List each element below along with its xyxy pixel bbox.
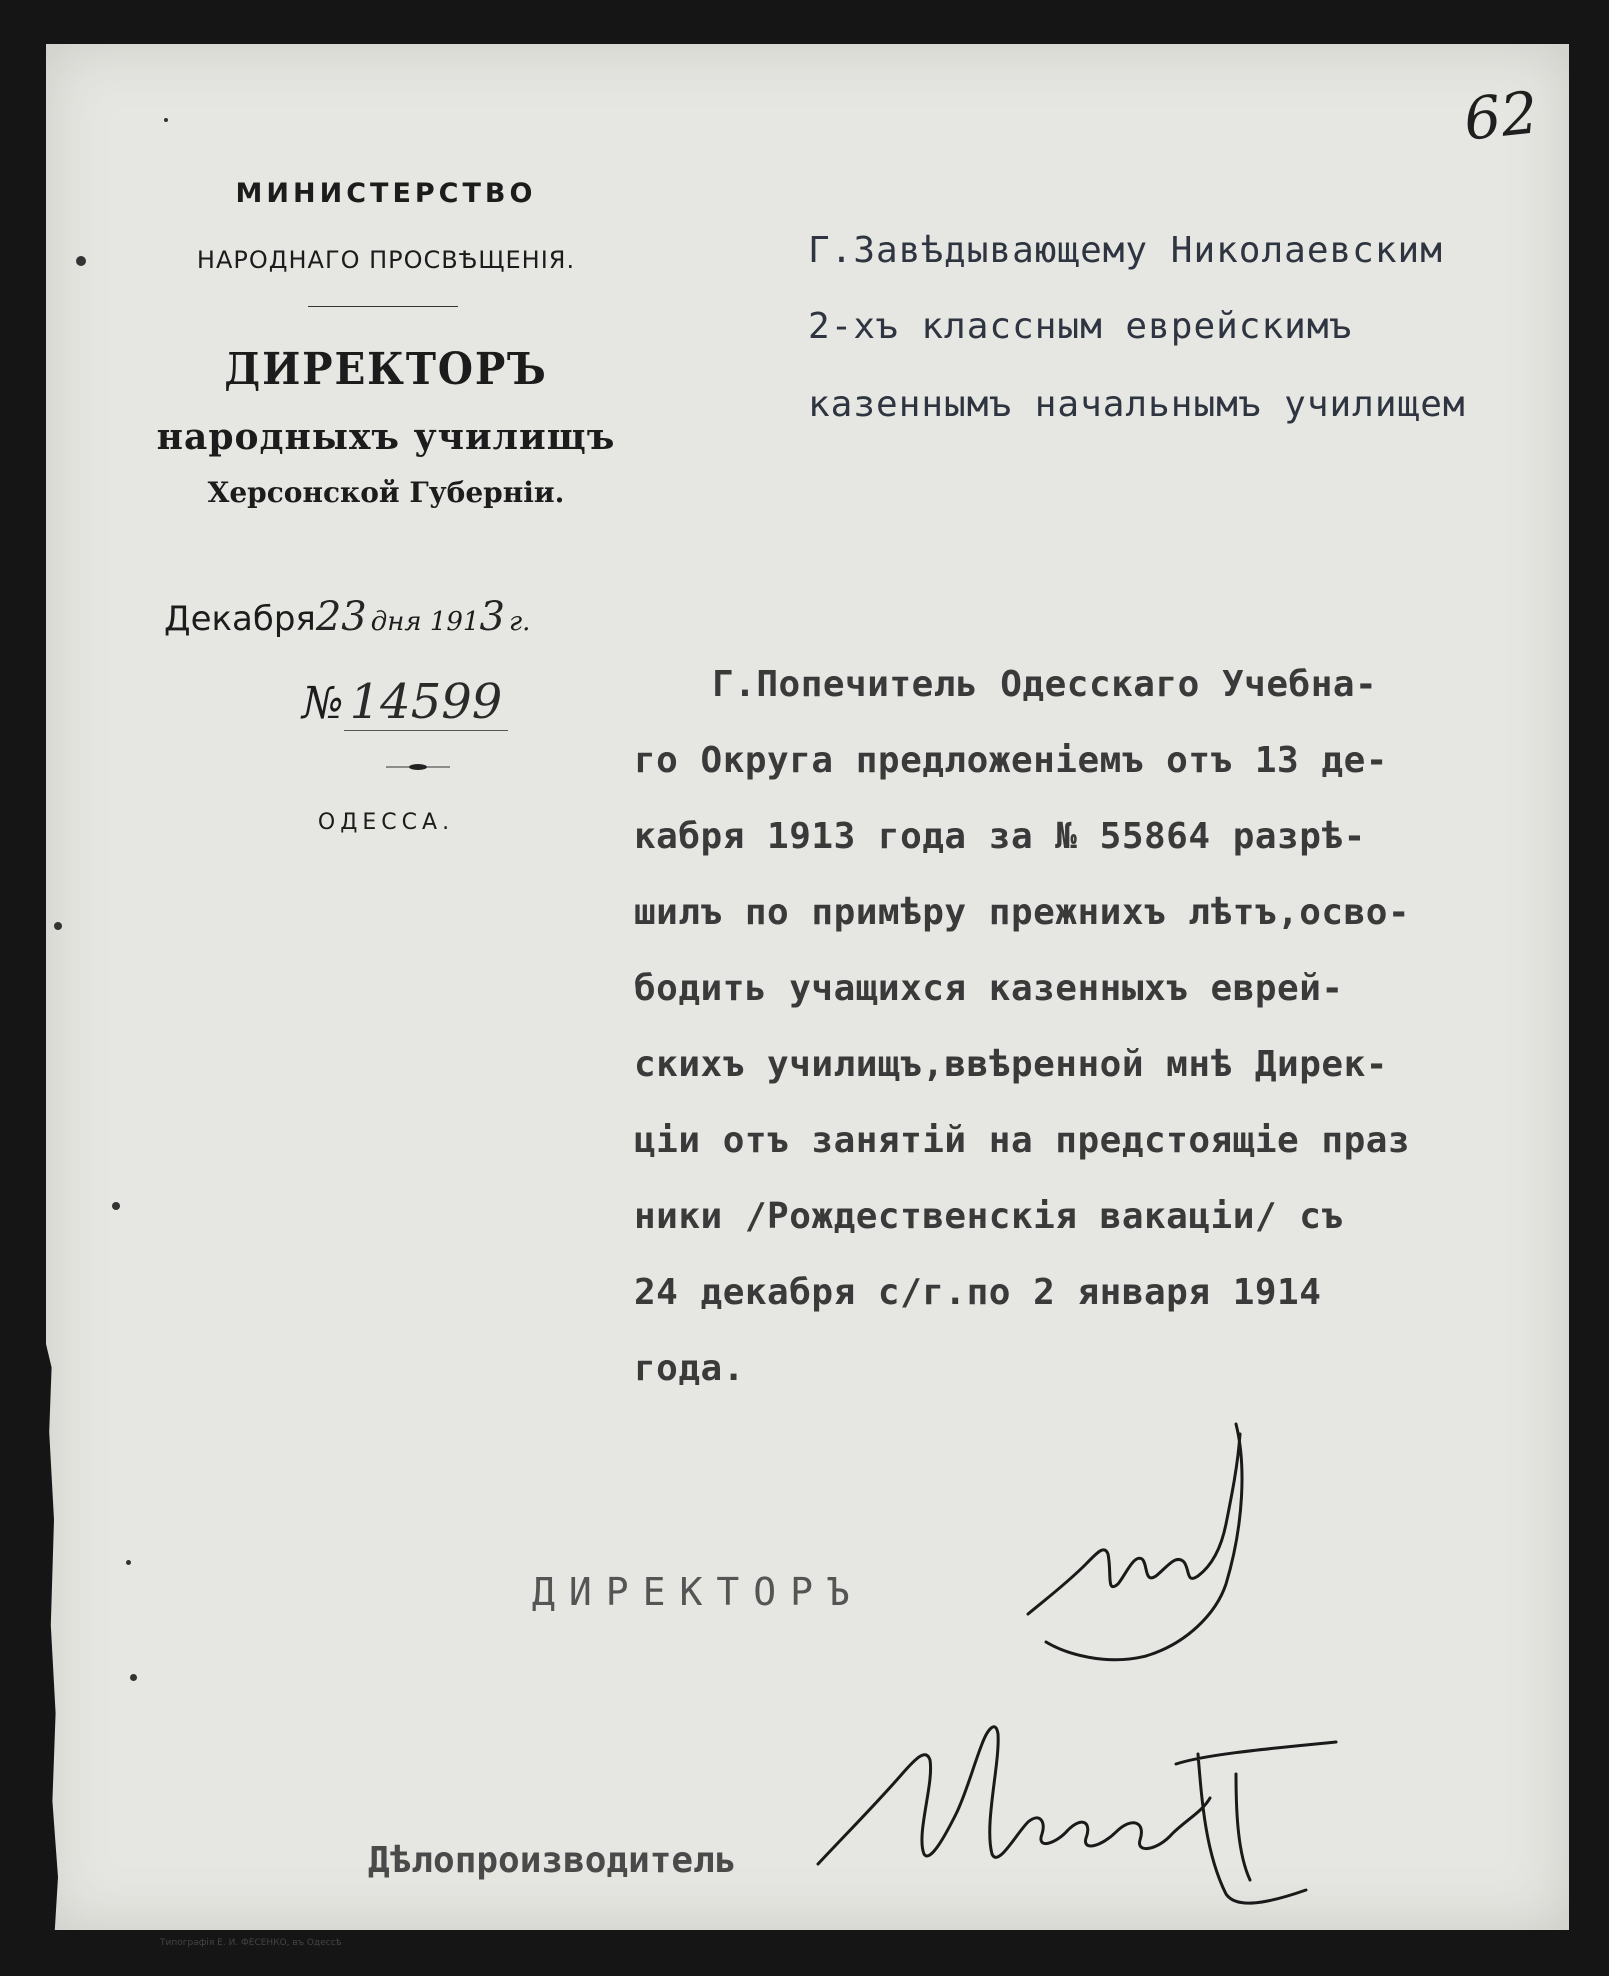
body-line: Г.Попечитель Одесскаго Учебна-	[712, 664, 1378, 705]
torn-edge	[46, 1344, 86, 1930]
header-divider	[308, 306, 458, 307]
paper-speck	[130, 1674, 137, 1681]
date-line	[164, 594, 684, 640]
body-line: года.	[634, 1348, 745, 1389]
date-suffix: г.	[508, 607, 531, 637]
paper-speck	[164, 118, 168, 122]
body-line: ники /Рождественскія вакаціи/ съ	[634, 1196, 1344, 1237]
city-label: ОДЕССА.	[317, 810, 455, 835]
body-line: ціи отъ занятій на предстоящіе праз	[634, 1120, 1411, 1161]
document-page	[46, 44, 1569, 1948]
body-line: 24 декабря с/г.по 2 января 1914	[634, 1272, 1322, 1313]
body-line: скихъ училищъ,ввѣренной мнѣ Дирек-	[634, 1044, 1388, 1085]
document-number	[302, 674, 508, 730]
ministry-heading: МИНИСТЕРСТВО	[235, 178, 537, 209]
body-line: шилъ по примѣру прежнихъ лѣтъ,осво-	[634, 892, 1411, 933]
printer-imprint: Типографія Е. И. ФЕСЕНКО, въ Одессѣ	[160, 1938, 342, 1948]
paper-speck	[54, 922, 62, 930]
number-handwritten: 14599	[344, 674, 509, 731]
ornament-divider	[386, 762, 450, 772]
clerk-signature-label: Дѣлопроизводитель	[368, 1840, 737, 1881]
number-sign: №	[302, 678, 344, 729]
director-signature-label: ДИРЕКТОРЪ	[532, 1570, 864, 1614]
body-line: бодить учащихся казенныхъ еврей-	[634, 968, 1344, 1009]
paper-speck	[76, 256, 86, 266]
folio-number: 62	[1460, 78, 1542, 154]
date-year-digit: 3	[479, 594, 505, 640]
province-line: Херсонской Губерніи.	[207, 476, 565, 509]
director-signature	[1026, 1404, 1286, 1704]
paper-speck	[126, 1560, 131, 1565]
addressee-line: 2-хъ классным еврейскимъ	[808, 306, 1353, 347]
body-line: кабря 1913 года за № 55864 разрѣ-	[634, 816, 1366, 857]
paper-speck	[112, 1202, 120, 1210]
schools-subtitle: народныхъ училищъ	[156, 416, 616, 458]
date-mid: дня 191	[370, 607, 480, 637]
date-month: Декабря	[164, 599, 316, 639]
ministry-subheading: НАРОДНАГО ПРОСВѢЩЕНІЯ.	[196, 246, 576, 274]
addressee-line: Г.Завѣдывающему Николаевским	[808, 230, 1443, 271]
clerk-signature	[806, 1704, 1346, 1914]
body-line: го Округа предложеніемъ отъ 13 де-	[634, 740, 1388, 781]
director-title: ДИРЕКТОРЪ	[224, 344, 548, 395]
date-day-handwritten: 23	[315, 594, 367, 640]
addressee-line: казеннымъ начальнымъ училищем	[808, 384, 1466, 425]
